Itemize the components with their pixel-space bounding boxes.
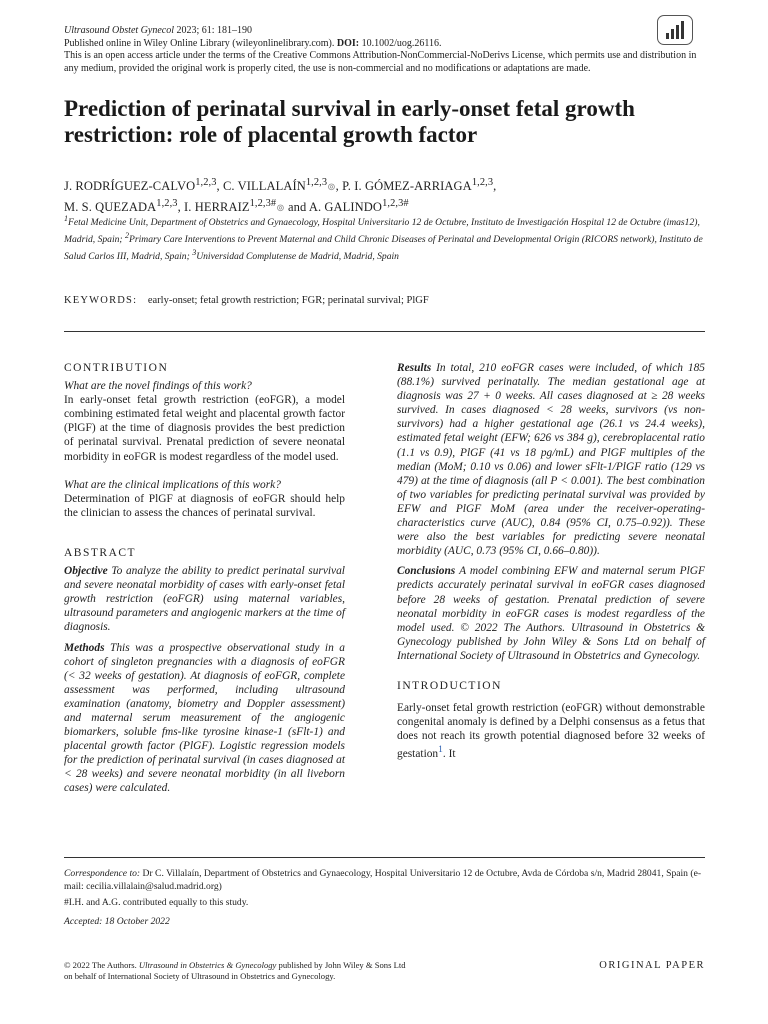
orcid-icon[interactable]: ⊚ bbox=[327, 182, 336, 194]
author-list: J. RODRÍGUEZ-CALVO$^{1,2,3}$, C. VILLALAÍN$^{1,2,3}$⊚, P. I. GÓMEZ-ARRIAGA$^{1,2,3}$, M. S. QUEZADA$^{1,2,3}$, I. $HERRAIZ^{1,2,3\#}⊚$ and A. $GALINDO^{1,2,3\#}$ bbox=[64, 177, 497, 215]
orcid-icon[interactable]: ⊚ bbox=[276, 203, 285, 215]
contribution-answer-2: Determination of PlGF at diagnosis of eoFGR should help the clinician to assess the chances of perinatal survival. bbox=[64, 492, 345, 519]
footnote-divider bbox=[64, 857, 705, 858]
introduction-text: Early-onset fetal growth restriction (eoFGR) without demonstrable congenital anomaly is defined by a Delphi consensus as a fetus that does not reach its growth potential diagnosed before 32 weeks of gestation$^1$. It bbox=[397, 702, 705, 761]
keywords-text: early-onset; fetal growth restriction; FGR; perinatal survival; PlGF bbox=[147, 295, 429, 306]
right-column bbox=[397, 361, 705, 761]
keywords bbox=[64, 295, 429, 306]
citation-line bbox=[64, 25, 644, 38]
copyright: © 2022 The Authors. Ultrasound in Obstetrics & Gynecology published by John Wiley & Sons Ltd on behalf of International Society of Ultrasound in Obstetrics and Gynecology. bbox=[64, 960, 406, 981]
abstract-objective: Objective To analyze the ability to predict perinatal survival and severe neonatal morbidity of cases with early-onset fetal growth restriction (eoFGR) using maternal variables, ultrasound parameters and angiogenic markers at the time of diagnosis. bbox=[64, 565, 345, 634]
abstract-results: Results In total, 210 eoFGR cases were included, of which 185 (88.1%) survived perinatally. The median gestational age at diagnosis was 27 + 0 weeks. All cases diagnosed at ≥ 28 weeks survived. In cases diagnosed < 28 weeks, survivors (vs non-survivors) had a higher gestational age (26.1 vs 24.4 weeks), estimated fetal weight (EFW; 626 vs 384 g), cerebroplacental ratio (1.1 vs 0.9), PlGF (41 vs 18 pg/mL) and PlGF multiples of the median (MoM; 0.10 vs 0.06) and lower sFlt-1/PlGF ratio (129 vs 479) at the time of diagnosis (all P < 0.001). The best combination of two variables for predicting perinatal survival was provided by EFW and PlGF MoM (area under the receiver-operating-characteristics curve (AUC), 0.84 (95% CI, 0.75–0.92)). These were also the best variables for predicting severe neonatal morbidity (AUC, 0.73 (95% CI, 0.66–0.80)). bbox=[397, 362, 705, 558]
journal-header bbox=[64, 25, 697, 75]
license-text: This is an open access article under the terms of the Creative Commons Attribution-NonCommercial-NoDerivs License, which permits use and distribution in any medium, provided the original work is properly cited, the use is non-commercial and no modifications or adaptations are made. bbox=[64, 50, 697, 74]
accepted-date: Accepted: 18 October 2022 bbox=[64, 916, 170, 927]
keywords-label: KEYWORDS: bbox=[64, 295, 138, 306]
correspondence: Correspondence to: Dr C. Villalaín, Department of Obstetrics and Gynaecology, Hospital Universitario 12 de Octubre, Avda de Córdoba s/n, Madrid 28041, Spain (e-mail: cecilia.villalain@salud.madrid.org) bbox=[64, 868, 702, 892]
altmetric-badge-icon[interactable] bbox=[657, 15, 693, 45]
publication-line bbox=[64, 38, 644, 51]
published-online: Published online in Wiley Online Library (wileyonlinelibrary.com). bbox=[64, 37, 335, 49]
citation: 2023; 61: 181–190 bbox=[176, 25, 253, 36]
contribution-question-2: What are the clinical implications of this work? bbox=[64, 478, 281, 491]
contribution-question-1: What are the novel findings of this work? bbox=[64, 380, 252, 393]
doi-link[interactable]: 10.1002/uog.26116. bbox=[361, 37, 442, 49]
left-column bbox=[64, 361, 345, 802]
introduction-heading: INTRODUCTION bbox=[397, 679, 502, 692]
doi-label: DOI: bbox=[336, 37, 360, 49]
abstract-heading: ABSTRACT bbox=[64, 546, 137, 559]
footnotes bbox=[64, 867, 705, 928]
affiliations: $^1$Fetal Medicine Unit, Department of Obstetrics and Gynaecology, Hospital Universitario 12 de Octubre, Instituto de Investigación Hospital 12 de Octubre (imas12), Madrid, Spain; $^2$Primary Care Interventions to Prevent Maternal and Child Chronic Diseases of Perinatal and Developmental Origin (RICORS network), Instituto de Salud Carlos III, Madrid, Spain; $^3$Universidad Complutense de Madrid, Madrid, Spain bbox=[64, 214, 703, 262]
divider bbox=[64, 331, 705, 332]
abstract-conclusions: Conclusions A model combining EFW and maternal serum PlGF predicts accurately perinatal survival in eoFGR cases diagnosed before 28 weeks of gestation. Prenatal prediction of severe neonatal morbidity in eoFGR cases is modest regardless of the model used. © 2022 The Authors. Ultrasound in Obstetrics & Gynecology published by John Wiley & Sons Ltd on behalf of International Society of Ultrasound in Obstetrics and Gynecology. bbox=[397, 565, 705, 662]
article-type: ORIGINAL PAPER bbox=[599, 960, 705, 971]
contribution-heading: CONTRIBUTION bbox=[64, 362, 169, 374]
reference-link[interactable]: 1 bbox=[438, 745, 443, 756]
abstract-methods: Methods This was a prospective observational study in a cohort of singleton pregnancies with a diagnosis of eoFGR (< 32 weeks of gestation). At diagnosis of eoFGR, complete assessment was performed, including ultrasound examination (anatomy, biometry and Doppler assessment) and maternal serum measurement of the angiogenic biomarkers, soluble fms-like tyrosine kinase-1 (sFlt-1) and placental growth factor (PlGF). Logistic regression models for the prediction of perinatal survival (in cases diagnosed at < 28 weeks) and severe neonatal morbidity (in all liveborn cases) were calculated. bbox=[64, 641, 345, 795]
contribution-answer-1: In early-onset fetal growth restriction (eoFGR), a model combining estimated fetal weight and placental growth factor (PlGF) at the time of diagnosis provides the best prediction of perinatal survival. Prenatal prediction of severe neonatal morbidity in eoFGR is modest regardless of the model used. bbox=[64, 394, 345, 463]
article-title: Prediction of perinatal survival in early-onset fetal growth restriction: role of placental growth factor bbox=[64, 96, 635, 147]
journal-name: Ultrasound Obstet Gynecol bbox=[64, 25, 174, 36]
equal-contribution: #I.H. and A.G. contributed equally to this study. bbox=[64, 897, 249, 908]
